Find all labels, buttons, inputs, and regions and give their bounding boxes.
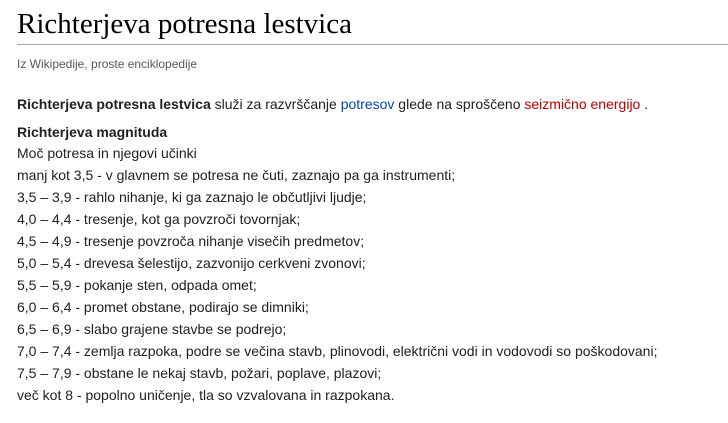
list-line: 7,5 – 7,9 - obstane le nekaj stavb, požari, poplave, plazovi;: [17, 365, 382, 381]
intro-paragraph: [17, 94, 648, 114]
list-line: več kot 8 - popolno uničenje, tla so vzvalovana in razpokana.: [17, 387, 395, 403]
intro-bold-term: Richterjeva potresna lestvica: [17, 96, 211, 112]
list-line: 5,5 – 5,9 - pokanje sten, odpada omet;: [17, 277, 257, 293]
list-line: 6,0 – 6,4 - promet obstane, podirajo se dimniki;: [17, 299, 309, 315]
title-divider: [17, 44, 728, 45]
list-line: 5,0 – 5,4 - drevesa šelestijo, zazvonijo cerkveni zvonovi;: [17, 255, 366, 271]
list-line: 4,5 – 4,9 - tresenje povzroča nihanje visečih predmetov;: [17, 233, 365, 249]
list-line: manj kot 3,5 - v glavnem se potresa ne čuti, zaznajo pa ga instrumenti;: [17, 167, 456, 183]
list-line: 6,5 – 6,9 - slabo grajene stavbe se podrejo;: [17, 321, 287, 337]
list-line: Moč potresa in njegovi učinki: [17, 145, 197, 161]
list-line: 4,0 – 4,4 - tresenje, kot ga povzroči tovornjak;: [17, 211, 301, 227]
link-seizmicno-energijo[interactable]: seizmično energijo: [524, 96, 641, 112]
site-tagline: Iz Wikipedije, proste enciklopedije: [17, 57, 198, 71]
link-potresov[interactable]: potresov: [340, 96, 395, 112]
intro-text-3: .: [640, 96, 649, 112]
section-heading: Richterjeva magnituda: [17, 124, 168, 140]
list-line: 3,5 – 3,9 - rahlo nihanje, ki ga zaznajo le občutljivi ljudje;: [17, 189, 367, 205]
list-line: 7,0 – 7,4 - zemlja razpoka, podre se večina stavb, plinovodi, električni vodi in vodovodi so poškodovani;: [17, 343, 658, 359]
intro-text-1: služi za razvrščanje: [210, 96, 341, 112]
page-title: Richterjeva potresna lestvica: [17, 8, 352, 40]
magnitude-section: [17, 122, 657, 406]
intro-text-2: glede na sproščeno: [394, 96, 525, 112]
